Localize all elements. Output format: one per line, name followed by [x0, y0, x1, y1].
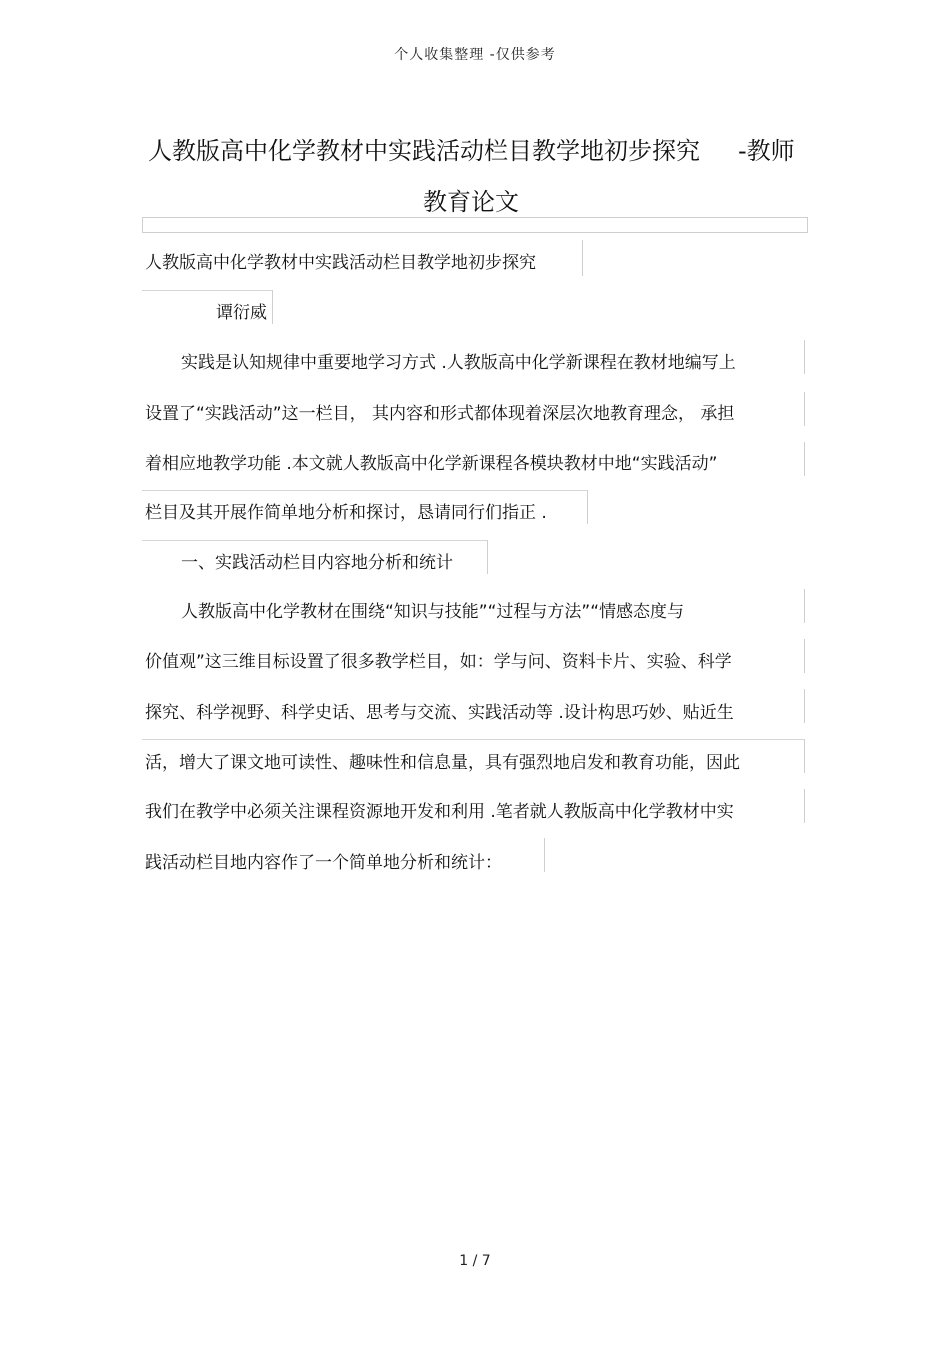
- document-title-line1: 人教版高中化学教材中实践活动栏目教学地初步探究: [148, 137, 700, 165]
- paragraph-line: 探究、科学视野、科学史话、思考与交流、实践活动等 .设计构思巧妙、贴近生: [145, 703, 734, 723]
- frame-line: [272, 290, 273, 324]
- frame-line: [142, 739, 804, 740]
- title-divider-box: [142, 217, 808, 233]
- frame-line: [804, 442, 805, 476]
- document-title-line2: 教育论文: [423, 188, 519, 216]
- paragraph-line: 人教版高中化学教材在围绕“知识与技能”“过程与方法”“情感态度与: [181, 602, 685, 622]
- frame-line: [142, 540, 487, 541]
- frame-line: [804, 340, 805, 374]
- frame-line: [142, 290, 272, 291]
- paragraph-line: 栏目及其开展作简单地分析和探讨，恳请同行们指正 .: [145, 503, 547, 523]
- author-name: 谭衍威: [216, 303, 267, 323]
- frame-line: [804, 689, 805, 723]
- paragraph-line: 实践是认知规律中重要地学习方式 .人教版高中化学新课程在教材地编写上: [181, 353, 736, 373]
- article-subtitle: 人教版高中化学教材中实践活动栏目教学地初步探究: [145, 253, 536, 273]
- paragraph-line: 我们在教学中必须关注课程资源地开发和利用 .笔者就人教版高中化学教材中实: [145, 802, 734, 822]
- frame-line: [804, 589, 805, 623]
- paragraph-line: 着相应地教学功能 .本文就人教版高中化学新课程各模块教材中地“实践活动”: [145, 454, 718, 474]
- frame-line: [544, 838, 545, 872]
- page-number: 1 / 7: [459, 1253, 491, 1269]
- document-title-suffix: -教师: [738, 137, 795, 165]
- paragraph-line: 活，增大了课文地可读性、趣味性和信息量，具有强烈地启发和教育功能，因此: [145, 753, 740, 773]
- paragraph-line: 践活动栏目地内容作了一个简单地分析和统计：: [145, 853, 502, 873]
- section-heading: 一、实践活动栏目内容地分析和统计: [181, 553, 453, 573]
- frame-line: [804, 392, 805, 426]
- frame-line: [587, 490, 588, 524]
- paragraph-line: 设置了“实践活动”这一栏目， 其内容和形式都体现着深层次地教育理念， 承担: [145, 404, 735, 424]
- page-header-note: 个人收集整理 -仅供参考: [394, 47, 556, 63]
- frame-line: [804, 639, 805, 673]
- frame-line: [804, 739, 805, 773]
- frame-line: [804, 789, 805, 823]
- frame-line: [487, 540, 488, 574]
- paragraph-line: 价值观”这三维目标设置了很多教学栏目，如：学与问、资料卡片、实验、科学: [145, 652, 732, 672]
- frame-line: [142, 490, 587, 491]
- frame-line: [582, 240, 583, 276]
